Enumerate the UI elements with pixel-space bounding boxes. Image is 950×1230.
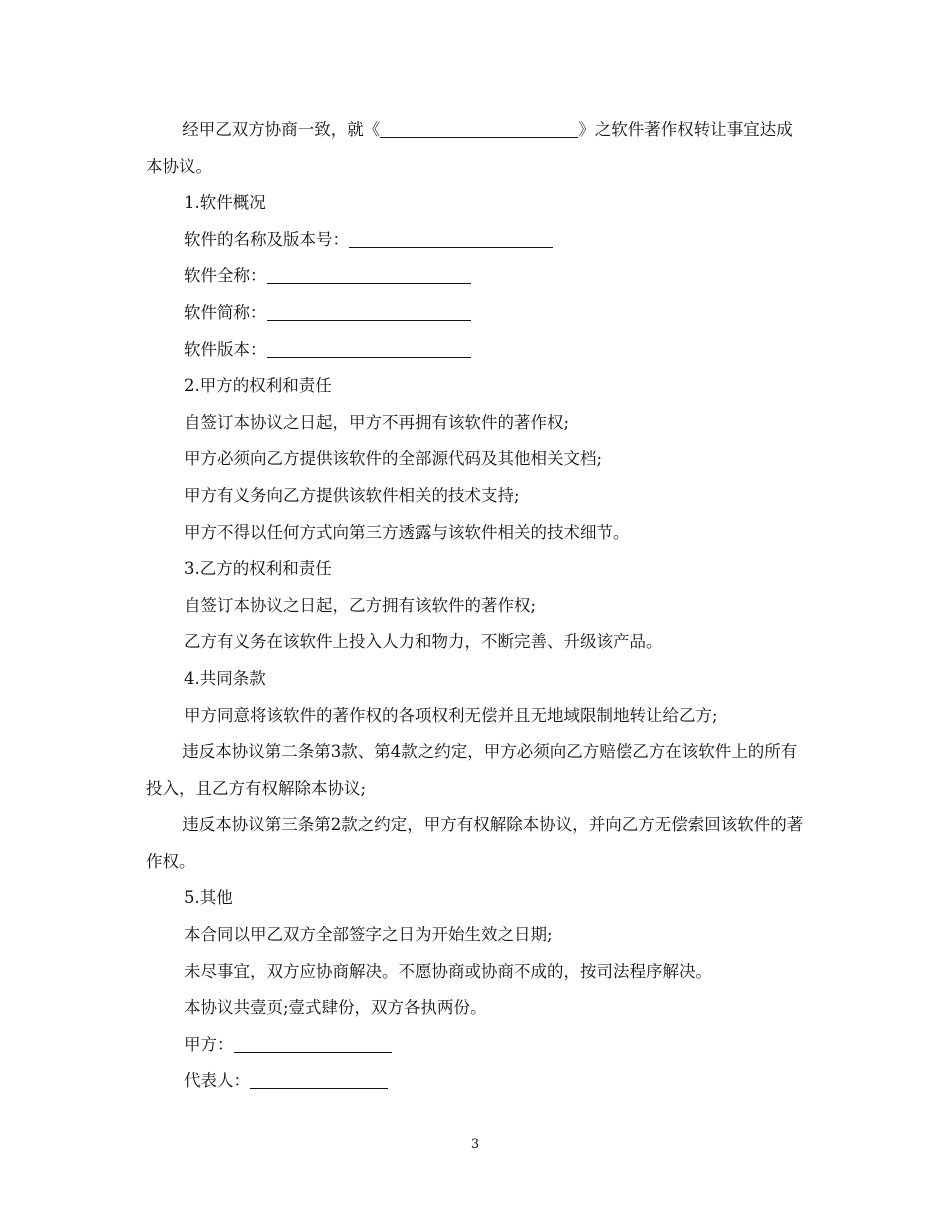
section-4-title: 4.共同条款: [184, 668, 266, 688]
section-5-item-1: 本合同以甲乙双方全部签字之日为开始生效之日期;: [184, 925, 553, 945]
section-1-title: 1.软件概况: [184, 193, 266, 213]
software-name-blank: [380, 123, 578, 138]
party-a-signature-line: [146, 1027, 806, 1064]
section-2-item-1: 自签订本协议之日起，甲方不再拥有该软件的著作权;: [184, 412, 570, 432]
software-name-version-line: [146, 222, 806, 259]
software-fullname-blank: [267, 269, 471, 284]
representative-signature-line: [146, 1063, 806, 1100]
software-shortname-blank: [267, 306, 471, 321]
agreement-body: [146, 112, 806, 1100]
representative-label: 代表人：: [184, 1071, 250, 1091]
software-fullname-label: 软件全称：: [184, 266, 267, 286]
page-number: 3: [470, 1137, 480, 1152]
software-version-line: [146, 332, 806, 369]
software-version-label: 软件版本：: [184, 339, 267, 359]
intro-text-end: 》之软件著作权转让事宜达成本协议。: [146, 120, 793, 176]
section-2-item-2: 甲方必须向乙方提供该软件的全部源代码及其他相关文档;: [184, 449, 603, 469]
section-2-item-4: 甲方不得以任何方式向第三方透露与该软件相关的技术细节。: [184, 522, 630, 542]
section-4-item-1: 甲方同意将该软件的著作权的各项权利无偿并且无地域限制地转让给乙方;: [184, 705, 718, 725]
software-fullname-line: [146, 258, 806, 295]
party-a-blank: [234, 1038, 392, 1053]
section-5-title: 5.其他: [184, 888, 233, 908]
software-shortname-line: [146, 295, 806, 332]
software-shortname-label: 软件简称：: [184, 302, 267, 322]
section-4-item-2: 违反本协议第二条第3款、第4款之约定，甲方必须向乙方赔偿乙方在该软件上的所有投入，且乙方有权解除本协议;: [146, 742, 798, 798]
software-name-version-label: 软件的名称及版本号：: [184, 229, 349, 249]
section-2-item-3: 甲方有义务向乙方提供该软件相关的技术支持;: [184, 485, 520, 505]
section-3-item-1: 自签订本协议之日起，乙方拥有该软件的著作权;: [184, 595, 537, 615]
section-4-item-3: 违反本协议第三条第2款之约定，甲方有权解除本协议，并向乙方无偿索回该软件的著作权。: [146, 815, 804, 871]
section-5-item-2: 未尽事宜，双方应协商解决。不愿协商或协商不成的，按司法程序解决。: [184, 961, 712, 981]
representative-blank: [250, 1074, 388, 1089]
intro-text-start: 经甲乙双方协商一致，就《: [182, 120, 381, 139]
section-5-item-3: 本协议共壹页;壹式肆份，双方各执两份。: [184, 998, 487, 1018]
section-3-item-2: 乙方有义务在该软件上投入人力和物力，不断完善、升级该产品。: [184, 632, 663, 652]
software-version-blank: [267, 343, 471, 358]
party-a-label: 甲方：: [184, 1034, 234, 1054]
software-name-version-blank: [349, 233, 553, 248]
section-2-title: 2.甲方的权利和责任: [184, 376, 332, 396]
intro-paragraph: [146, 112, 806, 185]
section-3-title: 3.乙方的权利和责任: [184, 559, 332, 579]
